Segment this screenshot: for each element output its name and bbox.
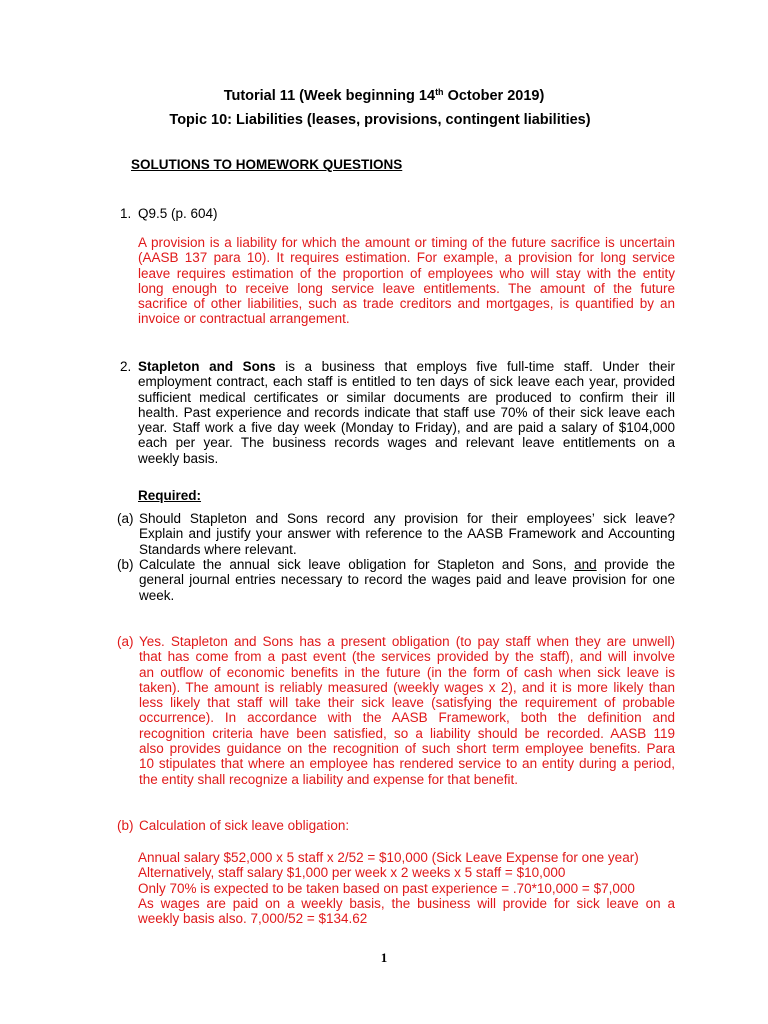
required-line: general journal entries necessary to record the wages paid and leave provision for one: [139, 572, 675, 588]
answer-line: taken). The amount is reliably measured (weekly wages x 2), and it is more likely than: [139, 679, 675, 695]
question-1-answer: [138, 235, 675, 327]
question-2-number: 2.: [120, 359, 132, 374]
answer-line: occurrence). In accordance with the AASB Framework, both the definition and: [139, 710, 675, 726]
required-line: Explain and justify your answer with reference to the AASB Framework and Accounting: [139, 526, 675, 542]
answer-line: recognition criteria have been satisfied, so a liability should be recorded. AASB 119: [139, 725, 675, 741]
calculation-line: As wages are paid on a weekly basis, the business will provide for sick leave on a: [138, 895, 675, 911]
question-line: health. Past experience and records indicate that staff use 70% of their sick leave each: [138, 404, 675, 420]
answer-line: long enough to receive long service leave entitlements. The amount of the future: [138, 280, 675, 296]
question-1-number: 1.: [120, 206, 132, 221]
required-line-end: provide the: [596, 557, 675, 572]
answer-line: invoice or contractual arrangement.: [138, 311, 350, 327]
answer-line: that has come from a past event (the services provided by the staff), and will involve: [139, 649, 675, 665]
required-b-label: (b): [117, 557, 134, 572]
answer-line: A provision is a liability for which the amount or timing of the future sacrifice is uncertain: [138, 235, 675, 250]
question-line: weekly basis.: [138, 450, 219, 466]
required-a-text: [139, 511, 675, 557]
tutorial-title: [0, 88, 768, 104]
required-line: Standards where relevant.: [139, 541, 297, 557]
answer-line: leave requires estimation of the proportion of employees who will stay with the entity: [138, 265, 675, 281]
answer-line: 10 stipulates that where an employee has rendered service to an entity during a period,: [139, 756, 675, 772]
required-line: week.: [139, 587, 175, 603]
topic-title: Topic 10: Liabilities (leases, provisions, contingent liabilities): [169, 112, 591, 128]
title-superscript: th: [435, 87, 444, 97]
question-line: each per year. The business records wages and relevant leave entitlements on a: [138, 435, 675, 451]
question-2-text: [138, 359, 675, 466]
answer-b-calculation: [138, 850, 675, 926]
answer-line: the entity shall recognize a liability and expense for that benefit.: [139, 771, 518, 787]
required-line: [139, 557, 675, 572]
answer-line: less likely that staff will take their sick leave (satisfying the requirement of probable: [139, 695, 675, 711]
answer-line: an outflow of economic benefits in the future (in the form of cash when sick leave is: [139, 664, 675, 680]
answer-line: sacrifice of other liabilities, such as trade creditors and mortgages, is quantified by an: [138, 296, 675, 312]
calculation-line: Annual salary $52,000 x 5 staff x 2/52 = $10,000 (Sick Leave Expense for one year): [138, 850, 639, 865]
question-line-rest: is a business that employs five full-time staff. Under their: [275, 359, 675, 374]
answer-line: Yes. Stapleton and Sons has a present obligation (to pay staff when they are unwell): [139, 634, 675, 649]
title-text-end: October 2019): [443, 88, 545, 104]
answer-line: also provides guidance on the recognition of such short term employee benefits. Para: [139, 741, 675, 757]
question-line: sufficient medical certificates or similar documents are produced to confirm their ill: [138, 389, 675, 405]
required-label: Required:: [138, 488, 202, 503]
question-1-ref: Q9.5 (p. 604): [138, 206, 218, 221]
required-b-text: [139, 557, 675, 603]
required-line: Should Stapleton and Sons record any provision for their employees’ sick leave?: [139, 511, 675, 526]
required-line-start: Calculate the annual sick leave obligation for Stapleton and Sons,: [139, 557, 575, 572]
page-number: 1: [380, 950, 388, 965]
answer-line: (AASB 137 para 10). It requires estimation. For example, a provision for long service: [138, 250, 675, 266]
required-a-label: (a): [117, 511, 134, 526]
answer-b-heading: Calculation of sick leave obligation:: [139, 818, 350, 833]
question-line: employment contract, each staff is entitled to ten days of sick leave each year, provided: [138, 374, 675, 390]
calculation-line: Alternatively, staff salary $1,000 per week x 2 weeks x 5 staff = $10,000: [138, 865, 566, 881]
calculation-line: weekly basis also. 7,000/52 = $134.62: [138, 911, 368, 927]
company-name: Stapleton and Sons: [138, 359, 276, 374]
title-text: Tutorial 11 (Week beginning 14: [223, 88, 436, 104]
answer-a-text: [139, 634, 675, 787]
question-line: [138, 359, 675, 374]
question-line: year. Staff work a five day week (Monday to Friday), and are paid a salary of $104,000: [138, 420, 675, 436]
calculation-line: Only 70% is expected to be taken based on past experience = .70*10,000 = $7,000: [138, 880, 635, 896]
underlined-and: and: [574, 557, 597, 572]
answer-a-label: (a): [117, 634, 134, 649]
section-heading: SOLUTIONS TO HOMEWORK QUESTIONS: [131, 157, 403, 172]
answer-b-label: (b): [117, 818, 134, 833]
